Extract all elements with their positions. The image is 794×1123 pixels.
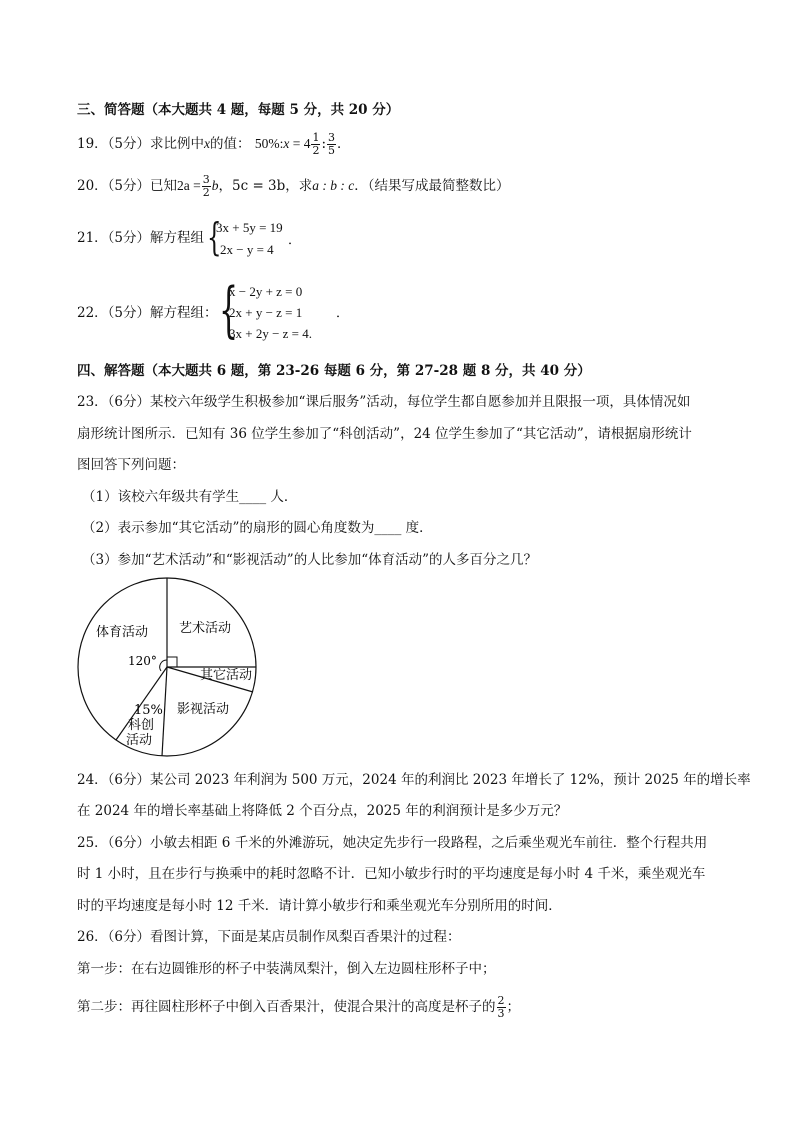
q26-line-3: 第二步：再往圆柱形杯子中倒入百香果汁，使混合果汁的高度是杯子的 $\frac{2}{3}$ ； [77,994,520,1020]
section4-heading: 四、解答题（本大题共 6 题，第 23-26 每题 6 分，第 27-28 题 8 分，共 40 分） [77,363,591,379]
q21-end: ． [288,232,302,247]
q23-sub-1: （1）该校六年级共有学生____ 人． [82,489,298,505]
q20-ratio: a : b : c [312,178,355,193]
q19-fraction-1: $\frac{1}{2}$ [312,131,320,157]
q24-line-2: 在 2024 年的增长率基础上将降低 2 个百分点，2025 年的利润预计是多少万元？ [77,803,568,819]
q26-line-1: 26．（6分）看图计算，下面是某店员制作凤梨百香果汁的过程： [77,929,461,945]
q22-text: 22．（5分）解方程组： [77,305,218,321]
question-22 [77,303,218,323]
pie-label-other: 其它活动 [200,668,253,683]
q25-line-2: 时 1 小时，且在步行与换乘中的耗时忽略不计．已知小敏步行时的平均速度是每小时 4 千米，乘坐观光车 [77,866,706,882]
pie-label-art: 艺术活动 [179,621,232,636]
q19-text: 19．（5分）求比例中 [77,136,205,152]
q20-text: 20．（5分）已知 [77,178,178,194]
q23-line-2: 扇形统计图所示．已知有 36 位学生参加了“科创活动”，24 位学生参加了“其它活动”，请根据扇形统计 [77,426,692,442]
q19-expr-b: x [283,136,290,151]
q21-equation-2: 2x − y = 4 [220,242,274,257]
q21-equation-1: 3x + 5y = 19 [216,220,283,235]
question-19: 19．（5分）求比例中x的值： 50%:x = 4 $\frac{1}{2}$ : $\frac{3}{5}$ ． [77,131,351,157]
q20-mid: ，5c = 3b，求 [218,178,313,194]
q23-line-1: 23．（6分）某校六年级学生积极参加“课后服务”活动，每位学生都自愿参加并且限报一项，具体情况如 [77,394,691,410]
q22-equation-3: 3x + 2y − z = 4. [229,326,313,341]
pie-label-angle: 120° [128,654,157,668]
q25-line-1: 25．（6分）小敏去相距 6 千米的外滩游玩，她决定先步行一段路程，之后乘坐观光车前往．整个行程共用 [77,835,708,851]
pie-label-sci-pct: 15% [134,703,163,718]
pie-label-sci-2: 活动 [126,733,153,748]
q20-fraction: $\frac{3}{2}$ [202,173,210,199]
q19-fraction-2: $\frac{3}{5}$ [328,131,336,157]
pie-chart-figure [72,576,272,766]
q22-equation-2: 2x + y − z = 1 [229,305,303,320]
q22-end: ． [336,305,350,320]
pie-label-film: 影视活动 [177,702,230,717]
q24-line-1: 24．（6分）某公司 2023 年利润为 500 万元，2024 年的利润比 2023 年增长了 12%，预计 2025 年的增长率 [77,772,751,788]
q26-fraction: $\frac{2}{3}$ [497,994,505,1020]
q26-line-2: 第一步：在右边圆锥形的杯子中装满凤梨汁，倒入左边圆柱形杯子中； [77,961,496,977]
q20-end: ．（结果写成最简整数比） [354,178,510,194]
q23-sub-3: （3）参加“艺术活动”和“影视活动”的人比参加“体育活动”的人多百分之几？ [82,552,537,568]
q21-brace: { [207,215,222,259]
question-20: 20．（5分）已知2a = $\frac{3}{2}$ b，5c = 3b，求a : b : c．（结果写成最简整数比） [77,173,510,199]
q19-mid: 的值： [210,136,251,152]
pie-label-sports: 体育活动 [96,625,149,640]
q26-line-3-text: 第二步：再往圆柱形杯子中倒入百香果汁，使混合果汁的高度是杯子的 [77,999,496,1015]
section3-heading: 三、简答题（本大题共 4 题，每题 5 分，共 20 分） [77,102,400,118]
q22-equation-1: x − 2y + z = 0 [229,284,303,299]
pie-label-sci-1: 科创 [128,718,155,733]
q21-text: 21．（5分）解方程组 [77,230,205,246]
q20-lhs: 2a = [177,178,201,193]
question-21 [77,228,204,248]
q19-var: x [204,136,211,151]
q19-expr-a: 50% [254,136,280,151]
right-angle-mark [167,657,177,667]
q19-expr-c: 4 [303,136,311,151]
q23-sub-2: （2）表示参加“其它活动”的扇形的圆心角度数为____ 度． [82,520,433,536]
q22-brace: { [219,275,239,345]
q23-line-3: 图回答下列问题： [77,457,185,473]
q25-line-3: 时的平均速度是每小时 12 千米．请计算小敏步行和乘坐观光车分别所用的时间． [77,898,562,914]
